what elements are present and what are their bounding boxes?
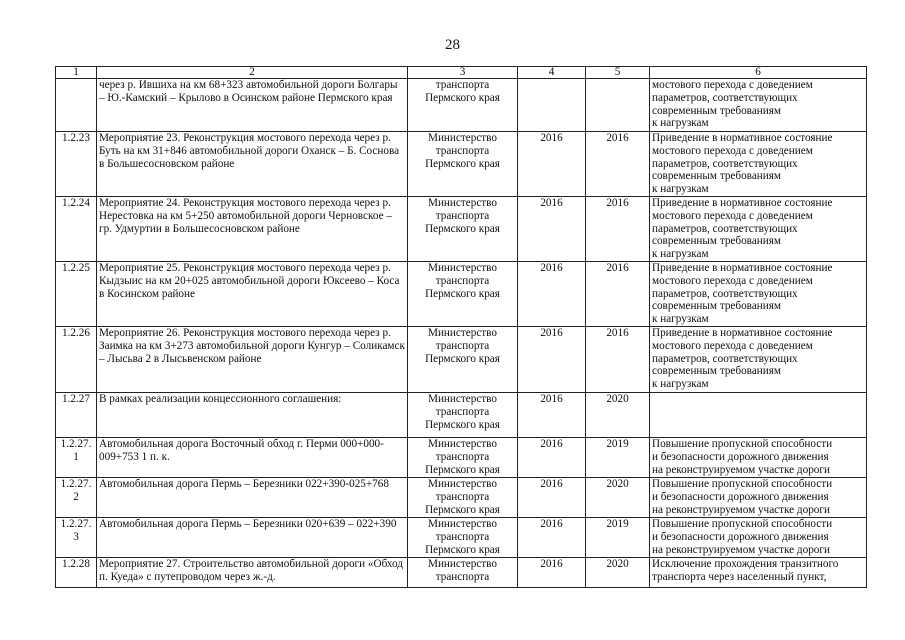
expected-result-cell: Повышение пропускной способности и безопасности дорожного движения на реконструируемом участке дороги (650, 437, 867, 477)
row-number-cell (56, 79, 97, 132)
expected-result-cell: Повышение пропускной способности и безопасности дорожного движения на реконструируемом участке дороги (650, 517, 867, 557)
end-year-cell (586, 79, 650, 132)
row-number-cell: 1.2.27.1 (56, 437, 97, 477)
start-year-cell: 2016 (518, 477, 586, 517)
table-header-row (56, 67, 867, 79)
expected-result-cell (650, 392, 867, 437)
measure-name-cell: Мероприятие 24. Реконструкция мостового перехода через р. Нерестовка на км 5+250 автомобильной дороги Черновское – гр. Удмуртии в Большесосновском районе (97, 196, 408, 261)
expected-result-cell: Приведение в нормативное состояние мостового перехода с доведением параметров, соответствующих современным требованиям к нагрузкам (650, 326, 867, 392)
header-cell: 2 (97, 67, 408, 79)
end-year-cell: 2020 (586, 557, 650, 587)
measure-name-cell: Мероприятие 27. Строительство автомобильной дороги «Обход п. Куеда» с путепроводом через ж.-д. (97, 557, 408, 587)
page-number: 28 (445, 37, 460, 53)
row-number-cell: 1.2.27.3 (56, 517, 97, 557)
executor-cell: Министерство транспорта Пермского края (408, 196, 518, 261)
measure-name-cell: Мероприятие 23. Реконструкция мостового перехода через р. Буть на км 31+846 автомобильной дороги Оханск – Б. Соснова в Большесосновском районе (97, 132, 408, 197)
table-row (56, 392, 867, 437)
header-cell: 4 (518, 67, 586, 79)
end-year-cell: 2020 (586, 477, 650, 517)
expected-result-cell: Приведение в нормативное состояние мостового перехода с доведением параметров, соответствующих современным требованиям к нагрузкам (650, 196, 867, 261)
table-row (56, 517, 867, 557)
row-number-cell: 1.2.26 (56, 326, 97, 392)
table-row (56, 261, 867, 326)
expected-result-cell: Исключение прохождения транзитного транспорта через населенный пункт, (650, 557, 867, 587)
start-year-cell: 2016 (518, 132, 586, 197)
row-number-cell: 1.2.25 (56, 261, 97, 326)
start-year-cell: 2016 (518, 261, 586, 326)
executor-cell: Министерство транспорта Пермского края (408, 261, 518, 326)
row-number-cell: 1.2.27.2 (56, 477, 97, 517)
end-year-cell: 2016 (586, 261, 650, 326)
table-row (56, 326, 867, 392)
expected-result-cell: Приведение в нормативное состояние мостового перехода с доведением параметров, соответствующих современным требованиям к нагрузкам (650, 261, 867, 326)
table-row (56, 437, 867, 477)
measure-name-cell: Автомобильная дорога Восточный обход г. Перми 000+000-009+753 1 п. к. (97, 437, 408, 477)
start-year-cell: 2016 (518, 392, 586, 437)
measure-name-cell: Автомобильная дорога Пермь – Березники 022+390-025+768 (97, 477, 408, 517)
measure-name-cell: через р. Ившиха на км 68+323 автомобильной дороги Болгары – Ю.-Камский – Крылово в Осинском районе Пермского края (97, 79, 408, 132)
row-number-cell: 1.2.23 (56, 132, 97, 197)
header-cell: 1 (56, 67, 97, 79)
executor-cell: Министерство транспорта Пермского края (408, 517, 518, 557)
table-row (56, 196, 867, 261)
start-year-cell: 2016 (518, 517, 586, 557)
measure-name-cell: Мероприятие 25. Реконструкция мостового перехода через р. Кыдзыис на км 20+025 автомобильной дороги Юксеево – Коса в Косинском районе (97, 261, 408, 326)
start-year-cell: 2016 (518, 196, 586, 261)
expected-result-cell: Повышение пропускной способности и безопасности дорожного движения на реконструируемом участке дороги (650, 477, 867, 517)
executor-cell: Министерство транспорта Пермского края (408, 326, 518, 392)
header-cell: 3 (408, 67, 518, 79)
expected-result-cell: мостового перехода с доведением параметров, соответствующих современным требованиям к нагрузкам (650, 79, 867, 132)
end-year-cell: 2016 (586, 132, 650, 197)
end-year-cell: 2016 (586, 196, 650, 261)
header-cell: 5 (586, 67, 650, 79)
start-year-cell: 2016 (518, 437, 586, 477)
start-year-cell (518, 79, 586, 132)
header-cell: 6 (650, 67, 867, 79)
start-year-cell: 2016 (518, 557, 586, 587)
start-year-cell: 2016 (518, 326, 586, 392)
executor-cell: Министерство транспорта Пермского края (408, 132, 518, 197)
measure-name-cell: Автомобильная дорога Пермь – Березники 020+639 – 022+390 (97, 517, 408, 557)
table-row (56, 132, 867, 197)
executor-cell: Министерство транспорта Пермского края (408, 477, 518, 517)
end-year-cell: 2019 (586, 517, 650, 557)
row-number-cell: 1.2.28 (56, 557, 97, 587)
table-row (56, 557, 867, 587)
executor-cell: Министерство транспорта Пермского края (408, 392, 518, 437)
row-number-cell: 1.2.24 (56, 196, 97, 261)
expected-result-cell: Приведение в нормативное состояние мостового перехода с доведением параметров, соответствующих современным требованиям к нагрузкам (650, 132, 867, 197)
executor-cell: транспорта Пермского края (408, 79, 518, 132)
measure-name-cell: Мероприятие 26. Реконструкция мостового перехода через р. Заимка на км 3+273 автомобильной дороги Кунгур – Соликамск – Лысьва 2 в Лысьвенском районе (97, 326, 408, 392)
executor-cell: Министерство транспорта (408, 557, 518, 587)
executor-cell: Министерство транспорта Пермского края (408, 437, 518, 477)
measure-name-cell: В рамках реализации концессионного соглашения: (97, 392, 408, 437)
measures-table (55, 66, 867, 588)
end-year-cell: 2020 (586, 392, 650, 437)
end-year-cell: 2019 (586, 437, 650, 477)
end-year-cell: 2016 (586, 326, 650, 392)
table-row (56, 79, 867, 132)
table-row (56, 477, 867, 517)
row-number-cell: 1.2.27 (56, 392, 97, 437)
